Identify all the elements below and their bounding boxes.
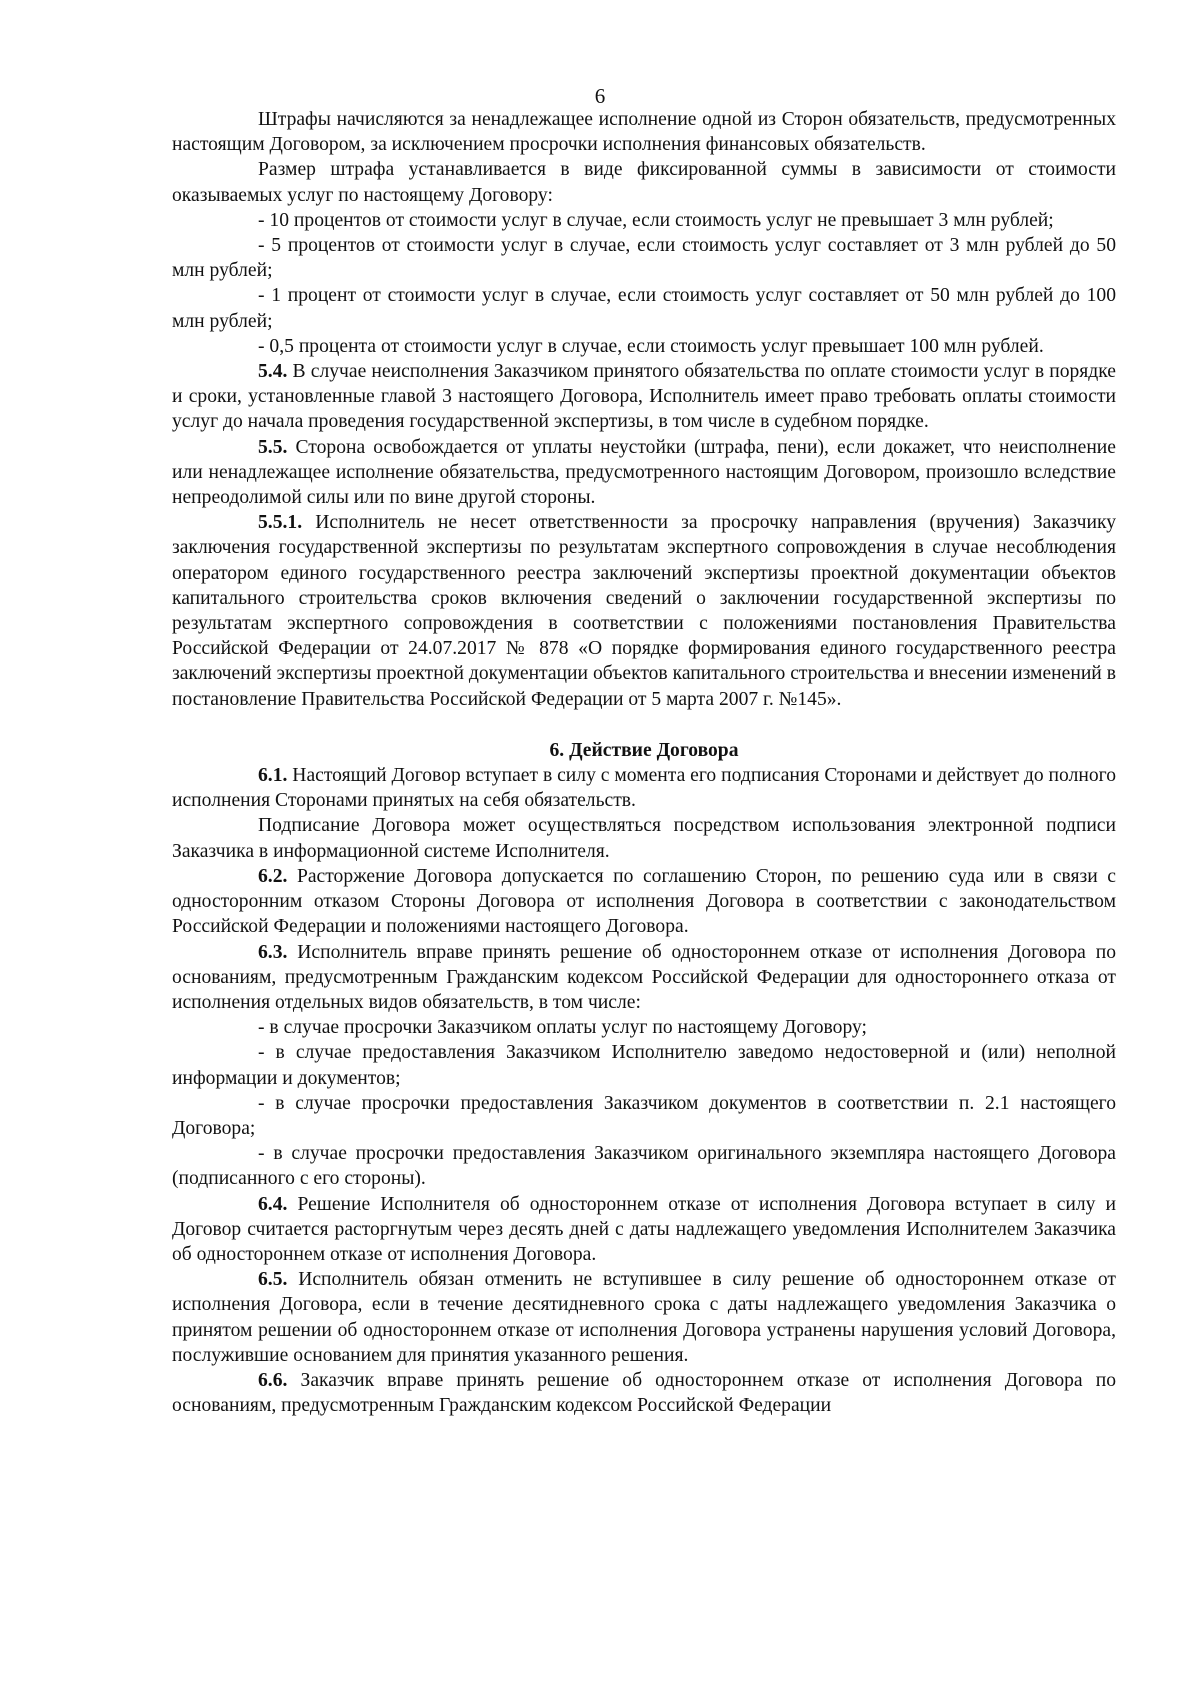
clause-text: Исполнитель обязан отменить не вступившее в силу решение об одностороннем отказе от исполнения Договора, если в течение десятидневного срока с даты надлежащего уведомления Заказчика о принятом решении об одностороннем отказе от исполнения Договора устранены нарушения условий Договора, послужившие основанием для принятия указанного решения. (172, 1269, 1116, 1366)
clause-6-4 (172, 1192, 1116, 1268)
clause-6-3 (172, 940, 1116, 1016)
clause-number: 6.4. (258, 1193, 288, 1215)
fine-item: - 5 процентов от стоимости услуг в случае, если стоимость услуг составляет от 3 млн рублей до 50 млн рублей; (172, 235, 1116, 282)
clause-6-6 (172, 1368, 1116, 1418)
clause-number: 6.3. (258, 941, 288, 963)
fine-item: - 10 процентов от стоимости услуг в случае, если стоимость услуг не превышает 3 млн рублей; (258, 209, 1054, 231)
clause-text: Исполнитель вправе принять решение об одностороннем отказе от исполнения Договора по основаниям, предусмотренным Гражданским кодексом Российской Федерации для одностороннего отказа от исполнения отдельных видов обязательств, в том числе: (172, 941, 1116, 1013)
fine-item: - 0,5 процента от стоимости услуг в случае, если стоимость услуг превышает 100 млн рублей. (258, 335, 1044, 357)
refusal-item: - в случае просрочки предоставления Заказчиком документов в соответствии п. 2.1 настоящего Договора; (172, 1092, 1116, 1139)
paragraph-signing: Подписание Договора может осуществляться посредством использования электронной подписи Заказчика в информационной системе Исполнителя. (172, 815, 1116, 862)
clause-number: 5.5.1. (258, 512, 303, 534)
clause-number: 6.2. (258, 865, 288, 887)
clause-6-2 (172, 864, 1116, 940)
clause-number: 6.6. (258, 1369, 288, 1391)
clause-5-5-1 (172, 510, 1116, 712)
clause-text: Заказчик вправе принять решение об одностороннем отказе от исполнения Договора по основаниям, предусмотренным Гражданским кодексом Российской Федерации (172, 1369, 1116, 1417)
refusal-item: - в случае предоставления Заказчиком Исполнителю заведомо недостоверной и (или) неполной информации и документов; (172, 1042, 1116, 1089)
clause-text: Расторжение Договора допускается по соглашению Сторон, по решению суда или в связи с односторонним отказом Стороны Договора от исполнения Договора в соответствии с законодательством Российской Федерации и положениями настоящего Договора. (172, 865, 1117, 938)
paragraph-fine-size: Размер штрафа устанавливается в виде фиксированной суммы в зависимости от стоимости оказываемых услуг по настоящему Договору: (172, 159, 1116, 206)
clause-text: Исполнитель не несет ответственности за просрочку направления (вручения) Заказчику заключения государственной экспертизы по результатам экспертного сопровождения в случае несоблюдения оператором единого государственного реестра заключений экспертизы проектной документации объектов капитального строительства сроков включения сведений о заключении государственной экспертизы по результатам экспертного сопровождения в соответствии с положениями постановления Правительства Российской Федерации от 24.07.2017 № 878 «О порядке формирования единого государственного реестра заключений экспертизы проектной документации объектов капитального строительства и внесении изменений в постановление Правительства Российской Федерации от 5 марта 2007 г. №145». (172, 512, 1116, 710)
clause-6-5 (172, 1267, 1116, 1368)
clause-5-5 (172, 435, 1116, 511)
document-body (172, 107, 1116, 1418)
fine-item: - 1 процент от стоимости услуг в случае, если стоимость услуг составляет от 50 млн рублей до 100 млн рублей; (172, 285, 1116, 332)
section-6-heading: 6. Действие Договора (549, 739, 739, 761)
clause-text: В случае неисполнения Заказчиком принятого обязательства по оплате стоимости услуг в порядке и сроки, установленные главой 3 настоящего Договора, Исполнитель имеет право требовать оплаты стоимости услуг до начала проведения государственной экспертизы, в том числе в судебном порядке. (172, 361, 1116, 433)
refusal-item: - в случае просрочки Заказчиком оплаты услуг по настоящему Договору; (258, 1017, 867, 1039)
clause-number: 6.5. (258, 1269, 288, 1291)
refusal-item: - в случае просрочки предоставления Заказчиком оригинального экземпляра настоящего Договора (подписанного с его стороны). (172, 1143, 1116, 1190)
clause-5-4 (172, 359, 1116, 435)
clause-6-1 (172, 763, 1116, 813)
clause-text: Решение Исполнителя об одностороннем отказе от исполнения Договора вступает в силу и Договор считается расторгнутым через десять дней с даты надлежащего уведомления Исполнителем Заказчика об одностороннем отказе от исполнения Договора. (172, 1193, 1116, 1265)
clause-text: Настоящий Договор вступает в силу с момента его подписания Сторонами и действует до полного исполнения Сторонами принятых на себя обязательств. (172, 765, 1116, 812)
clause-number: 5.5. (258, 436, 288, 458)
clause-number: 5.4. (258, 361, 288, 383)
clause-text: Сторона освобождается от уплаты неустойки (штрафа, пени), если докажет, что неисполнение или ненадлежащее исполнение обязательства, предусмотренного настоящим Договором, произошло вследствие непреодолимой силы или по вине другой стороны. (172, 436, 1116, 509)
clause-number: 6.1. (258, 765, 288, 787)
paragraph-fines-intro: Штрафы начисляются за ненадлежащее исполнение одной из Сторон обязательств, предусмотренных настоящим Договором, за исключением просрочки исполнения финансовых обязательств. (172, 109, 1116, 156)
page-number: 6 (594, 84, 606, 108)
